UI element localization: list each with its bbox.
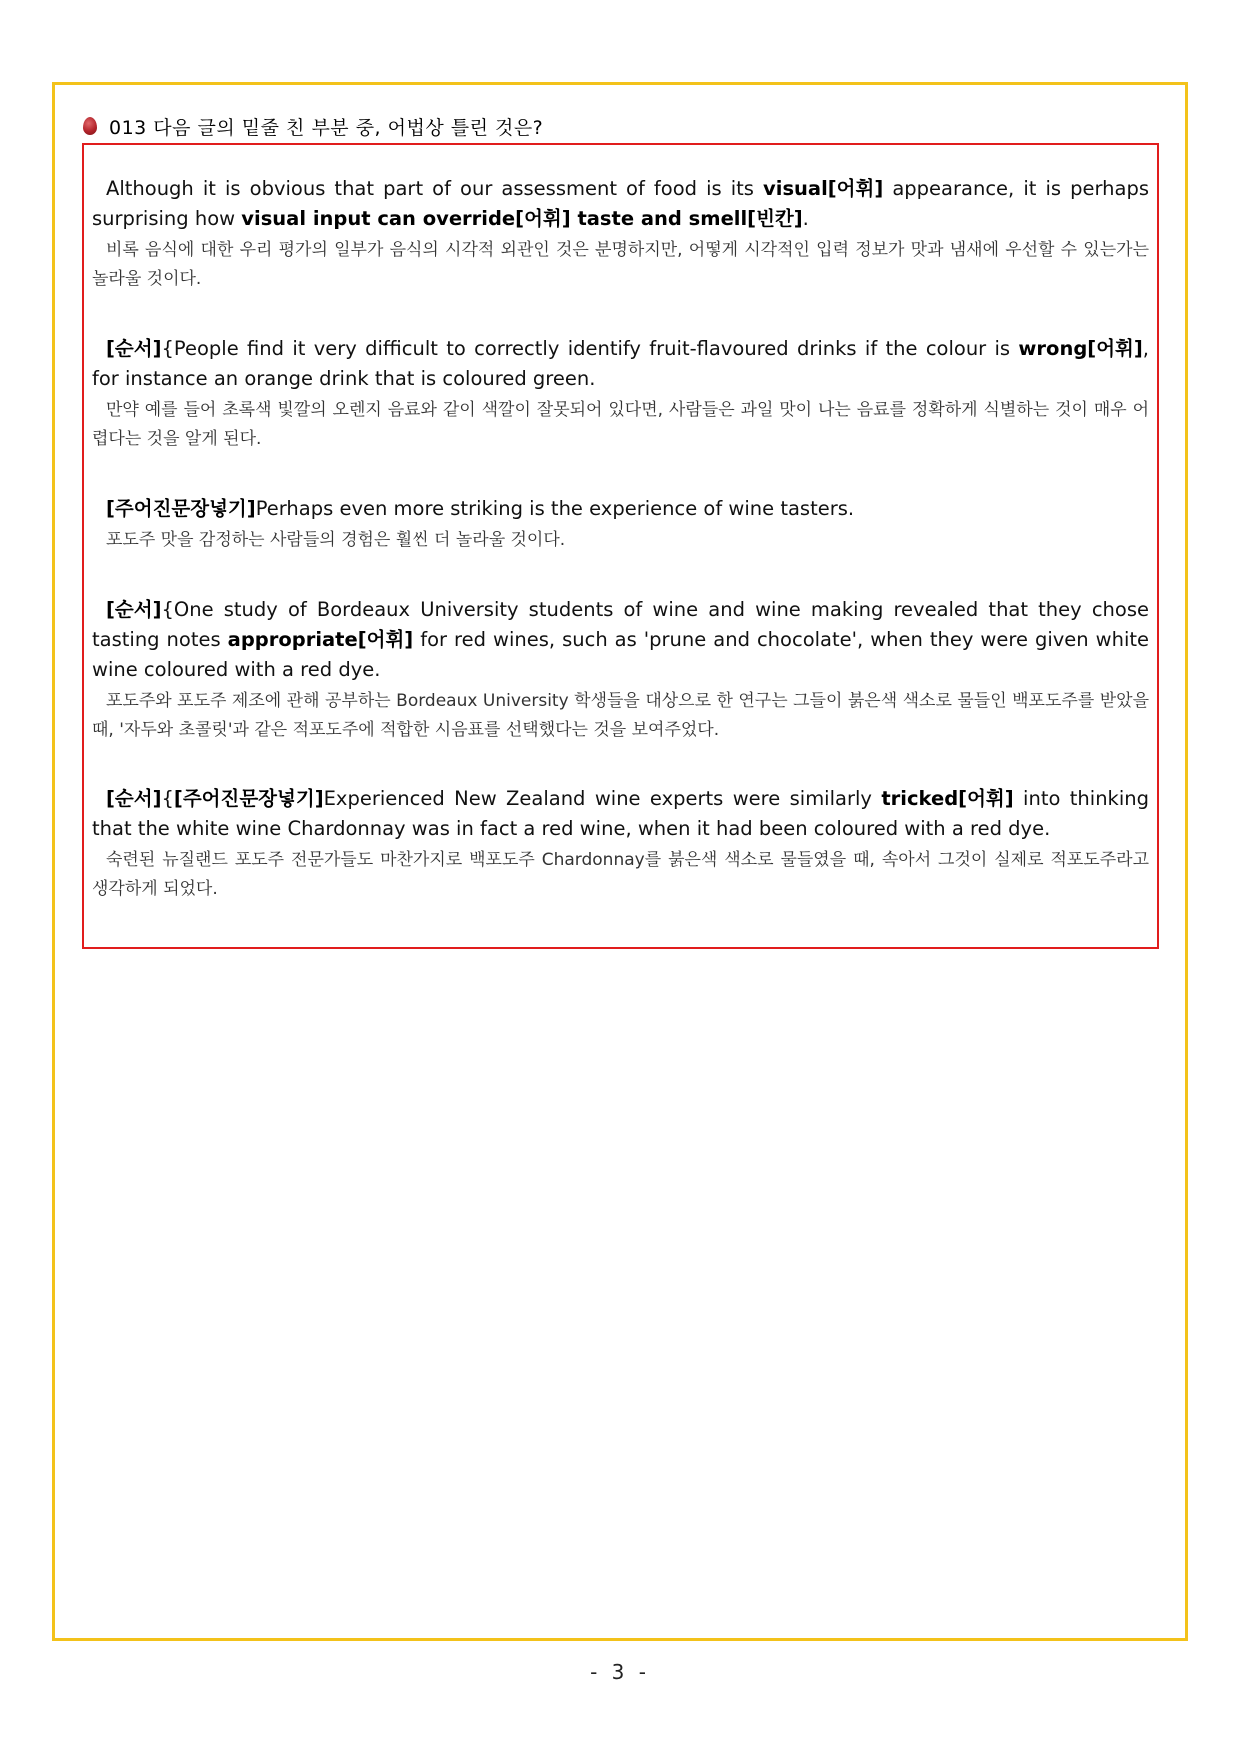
korean-translation: 포도주와 포도주 제조에 관해 공부하는 Bordeaux University 학생들을 대상으로 한 연구는 그들이 붉은색 색소로 물들인 백포도주를 받았을 때, '자두와 초콜릿'과 같은 적포도주에 적합한 시음표를 선택했다는 것을 보여주었다. xyxy=(92,691,1149,740)
text-run: Although it is obvious that part of our assessment of food is its xyxy=(106,177,764,200)
bold-keyword: tricked[어휘] xyxy=(881,787,1014,810)
korean-translation: 비록 음식에 대한 우리 평가의 일부가 음식의 시각적 외관인 것은 분명하지만, 어떻게 시각적인 입력 정보가 맛과 냄새에 우선할 수 있는가는 놀라울 것이다. xyxy=(92,240,1149,289)
question-header xyxy=(83,112,543,140)
strawberry-bullet-icon xyxy=(83,117,97,135)
tag-label: [주어진문장넣기] xyxy=(106,497,256,520)
tag-label: [순서] xyxy=(106,598,162,621)
bold-keyword: appropriate[어휘] xyxy=(227,628,414,651)
question-text: 013 다음 글의 밑줄 친 부분 중, 어법상 틀린 것은? xyxy=(109,116,544,139)
korean-translation: 포도주 맛을 감정하는 사람들의 경험은 훨씬 더 놀라울 것이다. xyxy=(106,530,566,550)
paragraph-2 xyxy=(92,334,1149,454)
text-run: { xyxy=(161,787,174,810)
korean-translation: 만약 예를 들어 초록색 빛깔의 오렌지 음료와 같이 색깔이 잘못되어 있다면, 사람들은 과일 맛이 나는 음료를 정확하게 식별하는 것이 매우 어렵다는 것을 알게 된다. xyxy=(92,400,1149,449)
paragraph-3 xyxy=(92,494,1149,555)
english-sentence xyxy=(92,595,1149,685)
tag-label: [순서] xyxy=(106,787,162,810)
english-sentence xyxy=(92,784,1149,844)
tag-label: [주어진문장넣기] xyxy=(173,787,324,810)
bold-keyword: visual[어휘] xyxy=(763,177,884,200)
tag-label: [순서] xyxy=(106,337,162,360)
text-run: Experienced New Zealand wine experts were similarly xyxy=(323,787,882,810)
text-run: Perhaps even more striking is the experience of wine tasters. xyxy=(255,497,855,520)
bold-keyword: wrong[어휘] xyxy=(1018,337,1143,360)
text-run: {One study of Bordeaux University students of wine and wine making revealed that they chose tasting notes xyxy=(92,598,1149,651)
text-run: into thinking that the white wine Chardonnay was in fact a red wine, when it had been coloured with a red dye. xyxy=(92,787,1150,840)
paragraph-5 xyxy=(92,784,1149,904)
text-run: {People find it very difficult to correctly identify fruit-flavoured drinks if the colour is xyxy=(161,337,1019,360)
english-sentence xyxy=(92,334,1149,394)
english-sentence xyxy=(92,174,1149,234)
text-run: , for instance an orange drink that is coloured green. xyxy=(92,337,1149,390)
text-run: . xyxy=(802,207,809,230)
paragraph-1 xyxy=(92,174,1149,294)
english-sentence xyxy=(92,494,1149,524)
text-run: appearance, it is perhaps surprising how xyxy=(92,177,1149,230)
page-number: - 3 - xyxy=(590,1660,650,1684)
korean-translation: 숙련된 뉴질랜드 포도주 전문가들도 마찬가지로 백포도주 Chardonnay를 붉은색 색소로 물들였을 때, 속아서 그것이 실제로 적포도주라고 생각하게 되었다. xyxy=(92,850,1149,899)
paragraph-4 xyxy=(92,595,1149,745)
bold-keyword: visual input can override[어휘] taste and smell[빈칸] xyxy=(241,207,803,230)
text-run: for red wines, such as 'prune and chocolate', when they were given white wine coloured with a red dye. xyxy=(92,628,1150,681)
